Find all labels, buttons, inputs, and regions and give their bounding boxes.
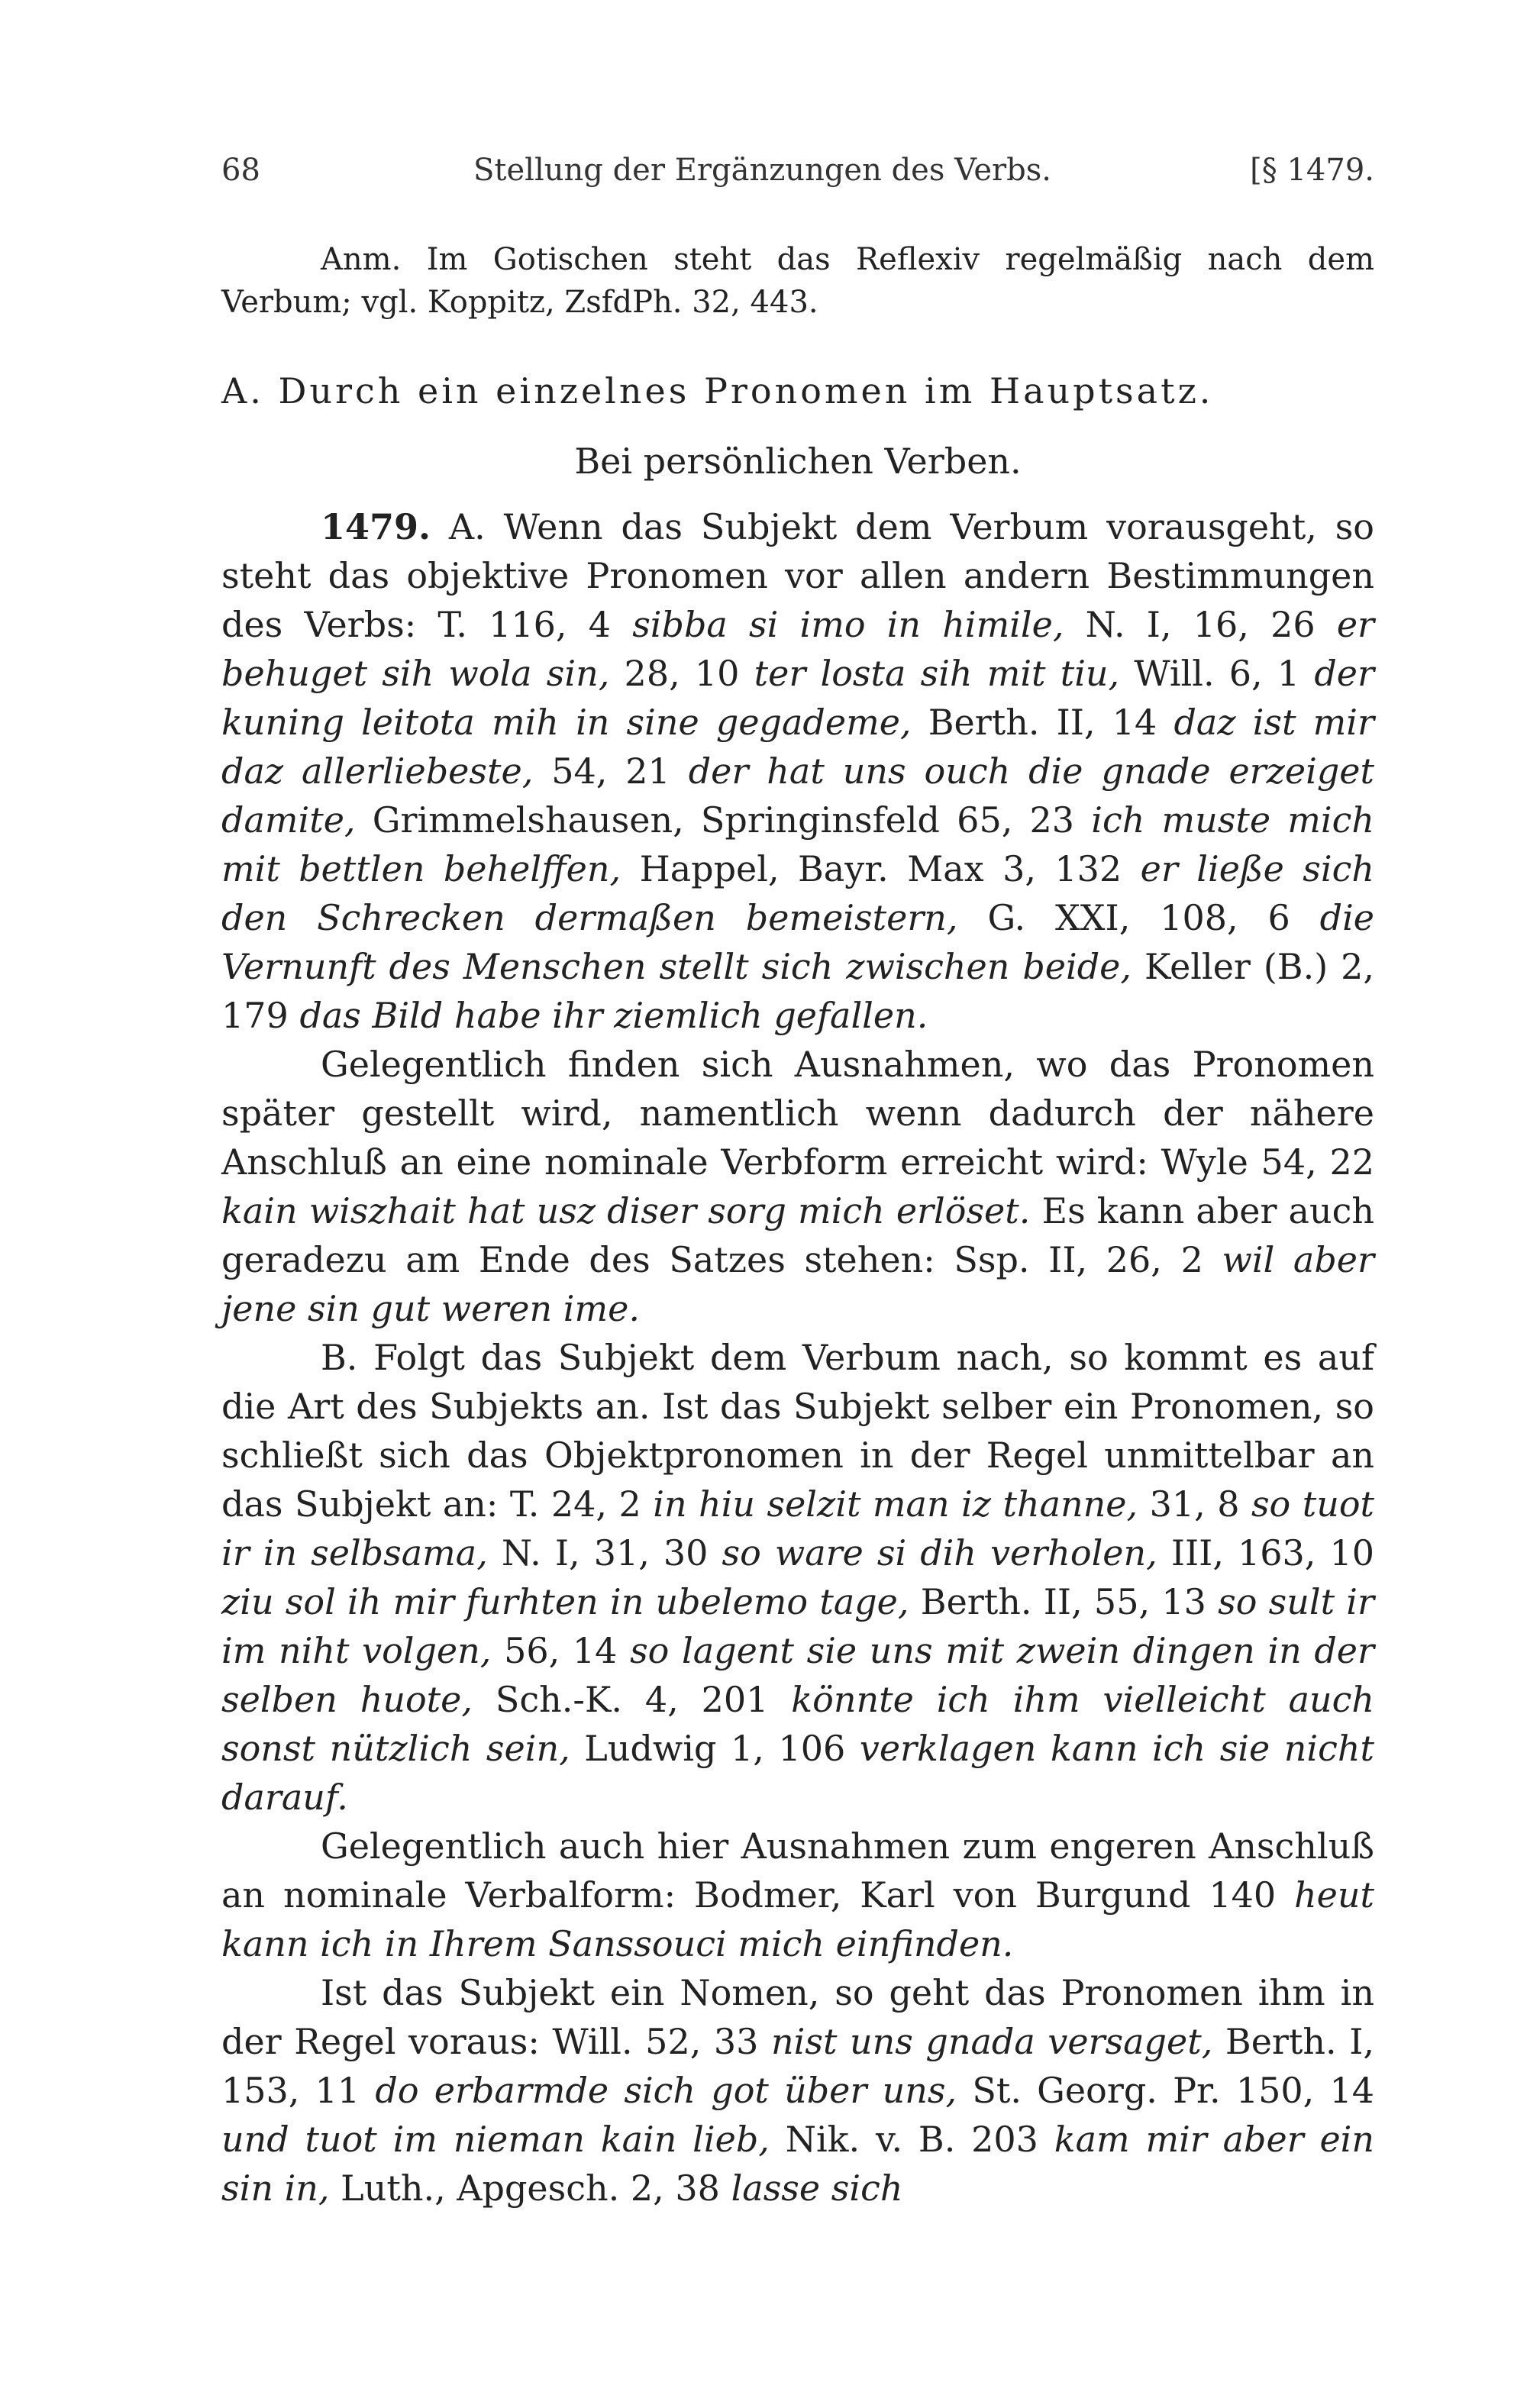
example-quote: do erbarmde sich got über uns, [375, 2070, 957, 2111]
text-run: Berth. II, 14 [928, 702, 1157, 743]
example-quote: lasse sich [731, 2168, 903, 2209]
example-quote: daz ist mir daz allerliebeste, [221, 702, 1374, 792]
example-quote: und tuot im nieman kain lieb, [221, 2119, 770, 2160]
text-run: Ist das Subjekt ein Nomen, so geht das Pronomen ihm in der Regel voraus: Will. 52, 33 [221, 1972, 1374, 2062]
paragraph-noun-subject [221, 1968, 1374, 2213]
page-number: 68 [221, 153, 260, 188]
text-run: III, 163, 10 [1170, 1532, 1374, 1574]
text-run: A. Wenn das Subjekt dem Verbum vorausgeht, so steht das objektive Pronomen vor allen andern Bestimmungen des Verbs: T. 116, 4 [221, 506, 1374, 645]
text-run: 54, 21 [551, 750, 670, 792]
text-run: N. I, 16, 26 [1085, 604, 1316, 645]
example-quote: kam mir aber ein sin in, [221, 2119, 1375, 2209]
paragraph-number: 1479. [321, 506, 431, 547]
example-quote: der kuning leitota mih in sine gegademe, [221, 653, 1374, 743]
text-run: Berth. II, 55, 13 [920, 1581, 1206, 1622]
text-run: Keller (B.) 2, 179 [221, 946, 1374, 1036]
example-quote: so lagent sie uns mit zwein dingen in der selben huote, [221, 1630, 1375, 1720]
paragraph-b [221, 1333, 1374, 1822]
example-quote: kain wiszhait hat usz diser sorg mich erlöset. [221, 1190, 1031, 1231]
book-page [221, 153, 1374, 2213]
text-run: 31, 8 [1149, 1483, 1240, 1525]
section-reference: [§ 1479. [1250, 153, 1374, 188]
example-quote: nist uns gnada versaget, [771, 2021, 1213, 2062]
example-quote: ich muste mich mit bettlen behelffen, [221, 799, 1374, 889]
text-run: Berth. I, 153, 11 [221, 2021, 1375, 2111]
text-run: G. XXI, 108, 6 [987, 897, 1290, 938]
text-run: Ludwig 1, 106 [584, 1728, 846, 1769]
paragraph-exceptions-2 [221, 1822, 1374, 1968]
note-label: Anm. [321, 242, 402, 277]
example-quote: heut kann ich in Ihrem Sanssouci mich einfinden. [221, 1874, 1374, 1964]
annotation-note [221, 238, 1374, 324]
example-quote: so tuot ir in selbsama, [221, 1483, 1374, 1574]
text-run: Luth., Apgesch. 2, 38 [341, 2168, 720, 2209]
paragraph-exceptions [221, 1040, 1374, 1333]
text-run: 56, 14 [504, 1630, 618, 1671]
text-run: N. I, 31, 30 [501, 1532, 709, 1574]
example-quote: wil aber jene sin gut weren ime. [221, 1239, 1374, 1329]
text-run: 28, 10 [624, 653, 740, 694]
example-quote: könnte ich ihm vielleicht auch sonst nützlich sein, [221, 1679, 1375, 1769]
example-quote: der hat uns ouch die gnade erzeiget damite, [221, 750, 1374, 841]
subsection-heading: Bei persönlichen Verben. [574, 441, 1022, 482]
text-run: Gelegentlich auch hier Ausnahmen zum engeren Anschluß an nominale Verbalform: Bodmer, Karl von Burgund 140 [221, 1825, 1374, 1916]
example-quote: so ware si dih verholen, [722, 1532, 1157, 1574]
running-title: Stellung der Ergänzungen des Verbs. [473, 153, 1051, 188]
paragraph-1479 [221, 502, 1374, 1040]
text-run: Happel, Bayr. Max 3, 132 [639, 848, 1122, 889]
example-quote: ziu sol ih mir furhten in ubelemo tage, [221, 1581, 909, 1622]
example-quote: das Bild habe ihr ziemlich gefallen. [299, 995, 928, 1036]
text-run: Grimmelshausen, Springinsfeld 65, 23 [372, 799, 1075, 841]
example-quote: in hiu selzit man iz thanne, [653, 1483, 1138, 1525]
running-head [221, 153, 1374, 195]
text-run: Will. 6, 1 [1134, 653, 1300, 694]
text-run: Gelegentlich finden sich Ausnahmen, wo das Pronomen später gestellt wird, namentlich wenn dadurch der nähere Anschluß an eine nominale Verbform erreicht wird: Wyle 54, 22 [221, 1044, 1374, 1183]
text-run: Es kann aber auch geradezu am Ende des Satzes stehen: Ssp. II, 26, 2 [221, 1190, 1374, 1280]
example-quote: er behuget sih wola sin, [221, 604, 1375, 694]
example-quote: so sult ir im niht volgen, [221, 1581, 1374, 1671]
text-run: Nik. v. B. 203 [785, 2119, 1038, 2160]
section-heading: A. Durch ein einzelnes Pronomen im Hauptsatz. [221, 370, 1214, 412]
text-run: Sch.-K. 4, 201 [495, 1679, 769, 1720]
example-quote: die Vernunft des Menschen stellt sich zwischen beide, [221, 897, 1375, 987]
example-quote: ter losta sih mit tiu, [754, 653, 1120, 694]
note-text: Im Gotischen steht das Reflexiv regelmäßig nach dem Verbum; vgl. Koppitz, ZsfdPh. 32, 443. [221, 242, 1375, 320]
text-run: B. Folgt das Subjekt dem Verbum nach, so kommt es auf die Art des Subjekts an. Ist das Subjekt selber ein Pronomen, so schließt sich das Objektpronomen in der Regel unmittelbar an das Subjekt an: T. 24, 2 [221, 1337, 1374, 1525]
example-quote: sibba si imo in himile, [632, 604, 1064, 645]
example-quote: verklagen kann ich sie nicht darauf. [221, 1728, 1375, 1818]
example-quote: er ließe sich den Schrecken dermaßen bemeistern, [221, 848, 1374, 938]
text-run: St. Georg. Pr. 150, 14 [972, 2070, 1375, 2111]
